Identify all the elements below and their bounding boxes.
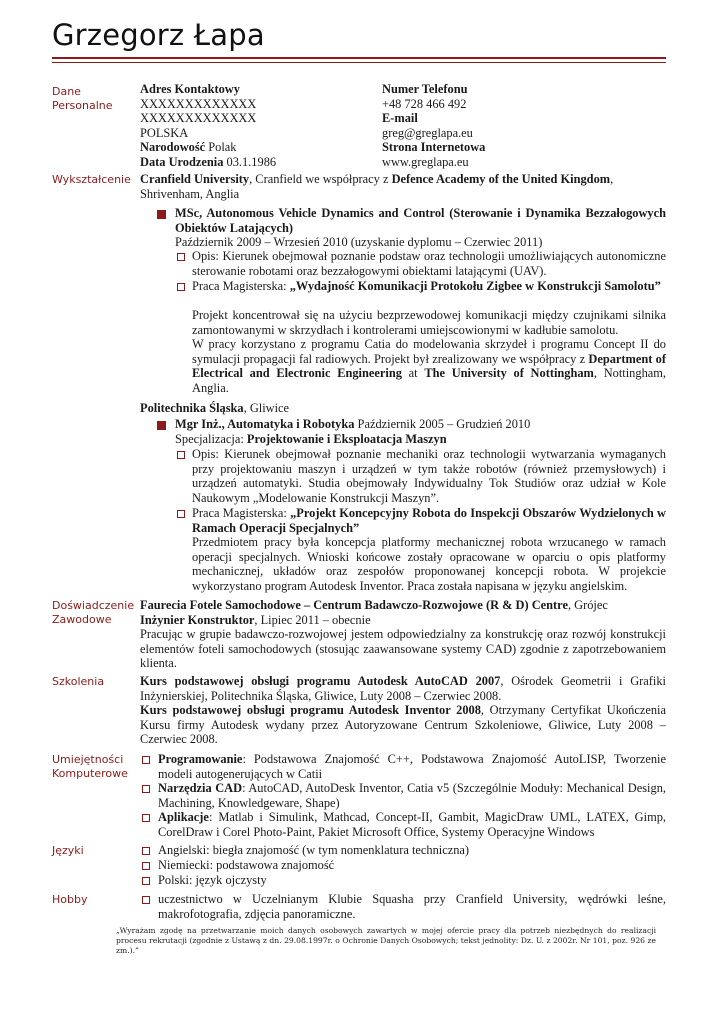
degree-1-thesis-at: at <box>401 366 425 381</box>
skill-3 <box>158 810 666 839</box>
degree-1-thesis-dept: Department of Electrical and Electronic Engineering <box>192 351 666 381</box>
uni1-mid: , Cranfield we współpracy z <box>249 172 392 186</box>
skill-2-text: : AutoCAD, AutoDesk Inventor, Catia v5 (Szczególnie Moduły: Mechanical Design, Machining, Knowledgeware, Shape) <box>158 781 666 810</box>
degree-1-thesis-p2 <box>192 337 666 395</box>
degree-2-spec-label: Specjalizacja: <box>175 432 247 446</box>
education-university-2 <box>140 401 666 416</box>
training-course-1 <box>140 674 666 703</box>
uni2-place: , Gliwice <box>243 401 290 415</box>
uni1-place: , Shrivenham, Anglia <box>140 172 614 201</box>
page-title: Grzegorz Łapa <box>52 18 265 52</box>
degree-1-thesis <box>192 279 666 294</box>
skill-3-bullet <box>142 814 150 822</box>
degree-1-thesis-place: , Nottingham, Anglia. <box>192 366 667 395</box>
degree-2-spec-row <box>175 432 666 447</box>
section-personal-label: Dane Personalne <box>52 85 113 112</box>
personal-left-column <box>140 82 375 170</box>
language-2-bullet <box>142 862 150 870</box>
experience-role-dates: , Lipiec 2011 – obecnie <box>254 613 371 627</box>
degree-2-spec: Projektowanie i Eksploatacja Maszyn <box>246 432 447 446</box>
email-link[interactable]: greg@greglapa.eu <box>382 125 473 140</box>
uni1-partner: Defence Academy of the United Kingdom <box>391 172 611 186</box>
skill-1-text: : Podstawowa Znajomość C++, Podstawowa Znajomość AutoLISP, Tworzenie modeli autogenerujących w Catii <box>158 752 666 781</box>
title-rule-thick <box>52 57 666 59</box>
nationality-value: Polak <box>208 140 237 155</box>
training-course-1-title: Kurs podstawowej obsługi programu Autodesk AutoCAD 2007 <box>140 674 501 688</box>
hobby-1: uczestnictwo w Uczelnianym Klubie Squasha przy Cranfield University, wędrówki leśne, makrofotografia, zdjęcia panoramiczne. <box>158 892 666 921</box>
skill-2 <box>158 781 666 810</box>
training-course-2-title: Kurs podstawowej obsługi programu Autodesk Inventor 2008 <box>140 703 481 717</box>
nationality-row <box>140 140 375 155</box>
degree-2-desc-bullet <box>177 451 185 459</box>
uni1-name: Cranfield University <box>140 172 250 186</box>
degree-1-desc: Opis: Kierunek obejmował poznanie podstaw oraz technologii umożliwiających autonomiczne sterowanie robotami oraz bezzałogowymi obiektami latającymi (UAV). <box>192 249 666 278</box>
language-1: Angielski: biegła znajomość (w tym nomenklatura techniczna) <box>158 843 470 857</box>
title-rule-thin <box>52 62 666 63</box>
language-3: Polski: język ojczysty <box>158 873 267 887</box>
phone-value: +48 728 466 492 <box>382 96 467 111</box>
degree-1-marker <box>157 210 166 219</box>
degree-2-thesis-label: Praca Magisterska: <box>192 506 291 520</box>
experience-company-place: , Grójec <box>567 598 608 612</box>
degree-2-thesis-p1: Przedmiotem pracy była koncepcja platformy mechanicznej robota wrzucanego w ramach operacji specjalnych. Wnioski końcowe zostały opracowane w oparciu o opis platformy mechanicznej, układów oraz zespołów proponowanej koncepcji robota. W projekcie wykorzystano program Autodesk Inventor. Praca została napisana w języku angielskim. <box>192 535 666 593</box>
section-experience-label: Doświadczenie Zawodowe <box>52 599 135 626</box>
country: POLSKA <box>140 125 189 140</box>
degree-2-marker <box>157 421 166 430</box>
experience-role: Inżynier Konstruktor <box>140 613 255 627</box>
skill-3-label: Aplikacje <box>158 810 209 824</box>
training-course-2-rest: , Otrzymany Certyfikat Ukończenia Kursu firmy Autodesk wydany przez Autoryzowane Centrum Szkoleniowe, Gliwice, Luty 2008 – Czerwiec 2008. <box>140 703 666 747</box>
degree-2-thesis <box>192 506 666 535</box>
degree-2-thesis-title: „Projekt Koncepcyjny Robota do Inspekcji Obszarów Wydzielonych w Ramach Operacji Specjalnych” <box>192 506 666 535</box>
language-3-bullet <box>142 877 150 885</box>
phone-label: Numer Telefonu <box>382 82 468 96</box>
skill-3-text: : Matlab i Simulink, Mathcad, Concept-II, Gambit, MagicDraw UML, LATEX, Gimp, CorelDraw i Corel Photo-Paint, Pakiet Microsoft Office, Systemy Operacyjne Windows <box>158 810 666 839</box>
language-2: Niemiecki: podstawowa znajomość <box>158 858 335 872</box>
skill-2-bullet <box>142 785 150 793</box>
degree-1-thesis-uni: The University of Nottingham <box>424 366 594 381</box>
web-link[interactable]: www.greglapa.eu <box>382 154 469 169</box>
address-line-1: XXXXXXXXXXXXX <box>140 96 257 111</box>
degree-1-thesis-p2-text: W pracy korzystano z programu Catia do modelowania skrzydeł i programu Concept II do symulacji propagacji fal radiowych. Projekt był zrealizowany we współpracy z <box>192 337 666 366</box>
hobby-1-bullet <box>142 896 150 904</box>
training-course-2 <box>140 703 666 747</box>
experience-company-row <box>140 598 666 613</box>
address-label: Adres Kontaktowy <box>140 82 240 96</box>
skill-2-label: Narzędzia CAD <box>158 781 243 795</box>
section-skills-label: Umiejętności Komputerowe <box>52 753 128 780</box>
degree-2-dates: Październik 2005 – Grudzień 2010 <box>354 417 531 431</box>
degree-2-desc: Opis: Kierunek obejmował poznanie mechaniki oraz technologii wytwarzania wymaganych przy projektowaniu maszyn i urządzeń w tym także robotów (również przemysłowych) i urządzeń automatyki. Studia obejmowały Indywidualny Tok Studiów oraz udział w Kole Naukowym „Modelowanie Konstrukcji Maszyn”. <box>192 447 666 505</box>
degree-1-thesis-bullet <box>177 283 185 291</box>
consent-clause: „Wyrażam zgodę na przetwarzanie moich danych osobowych zawartych w mojej ofercie pracy dla potrzeb niezbędnych do realizacji procesu rekrutacji (zgodnie z Ustawą z dn. 29.08.1997r. o Ochronie Danych Osobowych; tekst jednolity: Dz. U. z 2002r. Nr 101, poz. 926 ze zm.).” <box>116 926 656 955</box>
skill-1-bullet <box>142 756 150 764</box>
degree-1-dates: Październik 2009 – Wrzesień 2010 (uzyskanie dyplomu – Czerwiec 2011) <box>175 235 543 249</box>
address-line-2: XXXXXXXXXXXXX <box>140 111 257 126</box>
birth-label: Data Urodzenia <box>140 154 224 169</box>
nationality-label: Narodowość <box>140 140 206 155</box>
degree-1-thesis-title: „Wydajność Komunikacji Protokołu Zigbee w Konstrukcji Samolotu” <box>289 279 661 293</box>
birth-row <box>140 155 375 170</box>
degree-2-thesis-bullet <box>177 510 185 518</box>
degree-2-title-row <box>175 417 666 432</box>
degree-2-title: Mgr Inż., Automatyka i Robotyka <box>175 417 355 431</box>
uni2-name: Politechnika Śląska <box>140 401 244 415</box>
section-hobby-label: Hobby <box>52 893 88 906</box>
section-languages-label: Języki <box>52 844 84 857</box>
skill-1 <box>158 752 666 781</box>
degree-1-title: MSc, Autonomous Vehicle Dynamics and Control (Sterowanie i Dynamika Bezzałogowych Obiektów Latających) <box>175 206 666 235</box>
degree-1-thesis-p1: Projekt koncentrował się na użyciu bezprzewodowej komunikacji między czujnikami silnika zamontowanymi w skrzydłach i kontrolerami umiejscowionymi w kadłubie samolotu. <box>192 308 666 337</box>
skill-1-label: Programowanie <box>158 752 243 766</box>
experience-desc: Pracując w grupie badawczo-rozwojowej jestem odpowiedzialny za konstrukcję oraz rozwój konstrukcji elementów foteli samochodowych (stosując zaawansowane systemy CAD) zgodnie z zapotrzebowaniem klienta. <box>140 627 666 671</box>
experience-role-row <box>140 613 666 628</box>
education-university-1 <box>140 172 666 201</box>
birth-value: 03.1.1986 <box>226 154 277 169</box>
degree-1-desc-bullet <box>177 253 185 261</box>
web-label: Strona Internetowa <box>382 140 486 155</box>
degree-1-thesis-label: Praca Magisterska: <box>192 279 290 293</box>
experience-company: Faurecia Fotele Samochodowe – Centrum Badawczo-Rozwojowe (R & D) Centre <box>140 598 568 612</box>
personal-right-column <box>382 82 662 170</box>
section-training-label: Szkolenia <box>52 675 105 688</box>
training-course-1-rest: , Ośrodek Geometrii i Grafiki Inżynierskiej, Politechnika Śląska, Gliwice, Luty 2008 – Czerwiec 2008. <box>140 674 666 703</box>
language-1-bullet <box>142 847 150 855</box>
email-label: E-mail <box>382 111 418 126</box>
section-education-label: Wykształcenie <box>52 173 131 186</box>
